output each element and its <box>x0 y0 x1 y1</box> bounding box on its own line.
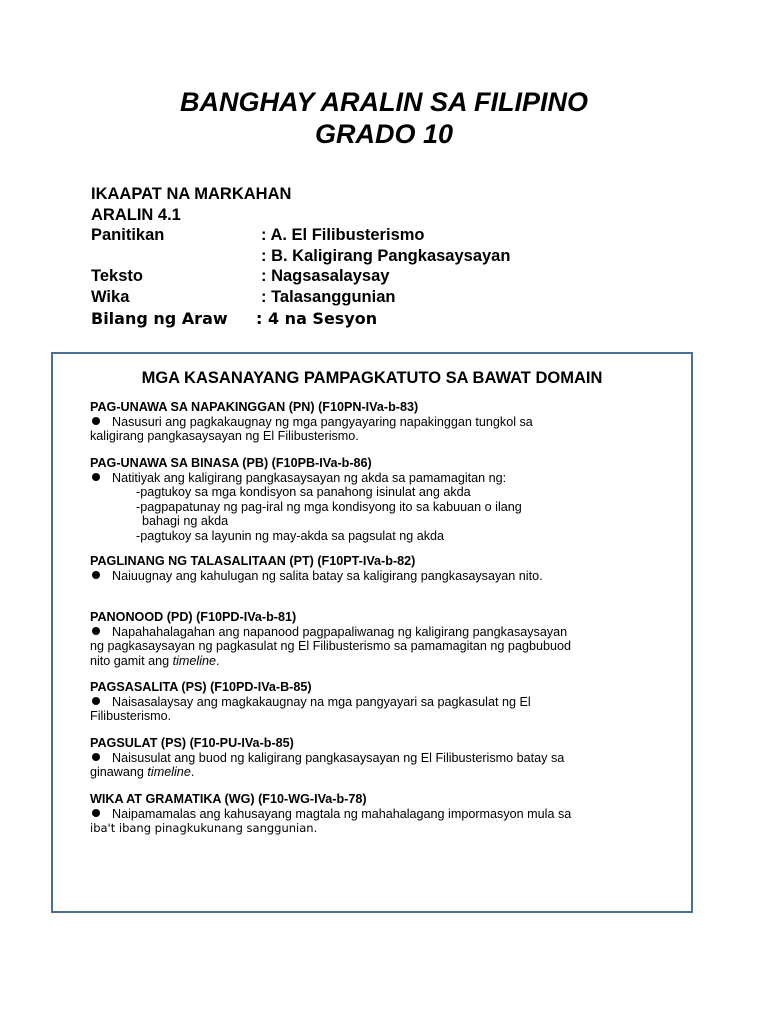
info-row-literature-b <box>91 246 511 267</box>
section-pb <box>90 456 670 543</box>
section-pn <box>90 400 670 444</box>
bullet-text: Nasusuri ang pagkakaugnay ng mga pangyayaring napakinggan tungkol sa <box>112 414 533 429</box>
sub-item: -pagtukoy sa mga kondisyon sa panahong isinulat ang akda <box>136 485 471 499</box>
section-heading: PAGSULAT (PS) (F10-PU-IVa-b-85) <box>90 736 294 750</box>
document-title: BANGHAY ARALIN SA FILIPINO <box>179 87 588 117</box>
info-label: Panitikan <box>91 226 165 244</box>
text-run: nito gamit ang <box>90 653 173 668</box>
bullet-icon <box>92 571 100 579</box>
info-label: Teksto <box>91 267 143 285</box>
bullet-text: Natitiyak ang kaligirang pangkasaysayan ng akda sa pamamagitan ng: <box>112 470 507 485</box>
bullet-icon <box>92 697 100 705</box>
bullet-item <box>90 751 670 766</box>
continuation-text: Filibusterismo. <box>90 709 172 723</box>
info-row-literature <box>91 225 425 246</box>
section-pd <box>90 610 670 668</box>
section-heading: PAG-UNAWA SA BINASA (PB) (F10PB-IVa-b-86) <box>90 456 372 470</box>
bullet-text: Naipamamalas ang kahusayang magtala ng mahahalagang impormasyon mula sa <box>112 806 572 821</box>
bullet-icon <box>92 627 100 635</box>
info-label: Bilang ng Araw <box>91 309 228 328</box>
bullet-icon <box>92 417 100 425</box>
bullet-item <box>90 807 670 822</box>
text-run: . <box>216 653 220 668</box>
bullet-text: Naisasalaysay ang magkakaugnay na mga pangyayari sa pagkasulat ng El <box>112 694 531 709</box>
section-heading: PAG-UNAWA SA NAPAKINGGAN (PN) (F10PN-IVa-b-83) <box>90 400 419 414</box>
sub-item: -pagtukoy sa layunin ng may-akda sa pagsulat ng akda <box>136 528 445 543</box>
info-label: Wika <box>91 287 130 306</box>
section-heading: PAGLINANG NG TALASALITAAN (PT) (F10PT-IVa-b-82) <box>90 554 416 568</box>
continuation-text: ng pagkasaysayan ng pagkasulat ng El Filibusterismo sa pamamagitan ng pagbubuod <box>90 639 571 653</box>
lesson-info <box>91 184 511 330</box>
emphasis-text: timeline <box>172 653 217 668</box>
section-wg <box>90 792 670 836</box>
bullet-icon <box>92 809 100 817</box>
info-value: : A. El Filibusterismo <box>261 226 425 244</box>
bullet-item <box>90 471 670 486</box>
bullet-icon <box>92 753 100 761</box>
bullet-text: Naisusulat ang buod ng kaligirang pangkasaysayan ng El Filibusterismo batay sa <box>112 750 565 765</box>
info-value: : Talasanggunian <box>261 287 396 306</box>
sub-item: bahagi ng akda <box>142 514 229 528</box>
lesson-line: ARALIN 4.1 <box>91 205 181 224</box>
info-value: : Nagsasalaysay <box>261 267 390 285</box>
continuation-text <box>90 765 670 780</box>
grade-title: GRADO 10 <box>314 119 454 149</box>
info-row-text <box>91 266 390 287</box>
info-value: : 4 na Sesyon <box>256 309 378 328</box>
section-heading: PAGSASALITA (PS) (F10PD-IVa-B-85) <box>90 680 312 694</box>
box-title: MGA KASANAYANG PAMPAGKATUTO SA BAWAT DOMAIN <box>141 369 603 387</box>
bullet-item <box>90 695 670 710</box>
emphasis-text: timeline <box>147 765 191 779</box>
bullet-item <box>90 625 670 640</box>
section-heading: PANONOOD (PD) (F10PD-IVa-b-81) <box>90 610 297 624</box>
bullet-text: Napahahalagahan ang napanood pagpapaliwanag ng kaligirang pangkasaysayan <box>112 624 568 639</box>
bullet-item <box>90 569 670 584</box>
info-row-days <box>91 309 378 330</box>
bullet-item <box>90 415 670 430</box>
section-pu <box>90 736 670 780</box>
info-row-language <box>91 287 396 308</box>
section-heading: WIKA AT GRAMATIKA (WG) (F10-WG-IVa-b-78) <box>90 792 367 806</box>
text-run: . <box>190 765 195 779</box>
quarter-line: IKAAPAT NA MARKAHAN <box>91 185 292 203</box>
section-pt <box>90 554 670 583</box>
bullet-icon <box>92 473 100 481</box>
section-ps <box>90 680 670 724</box>
bullet-text: Naiuugnay ang kahulugan ng salita batay sa kaligirang pangkasaysayan nito. <box>112 568 543 583</box>
continuation-text <box>90 654 670 669</box>
sub-item: -pagpapatunay ng pag-iral ng mga kondisyong ito sa kabuuan o ilang <box>136 499 522 514</box>
info-value: : B. Kaligirang Pangkasaysayan <box>261 246 511 265</box>
continuation-text: kaligirang pangkasaysayan ng El Filibusterismo. <box>90 429 359 443</box>
text-run: ginawang <box>90 765 148 779</box>
competencies-box <box>51 352 693 913</box>
continuation-text: iba't ibang pinagkukunang sanggunian. <box>90 821 318 835</box>
